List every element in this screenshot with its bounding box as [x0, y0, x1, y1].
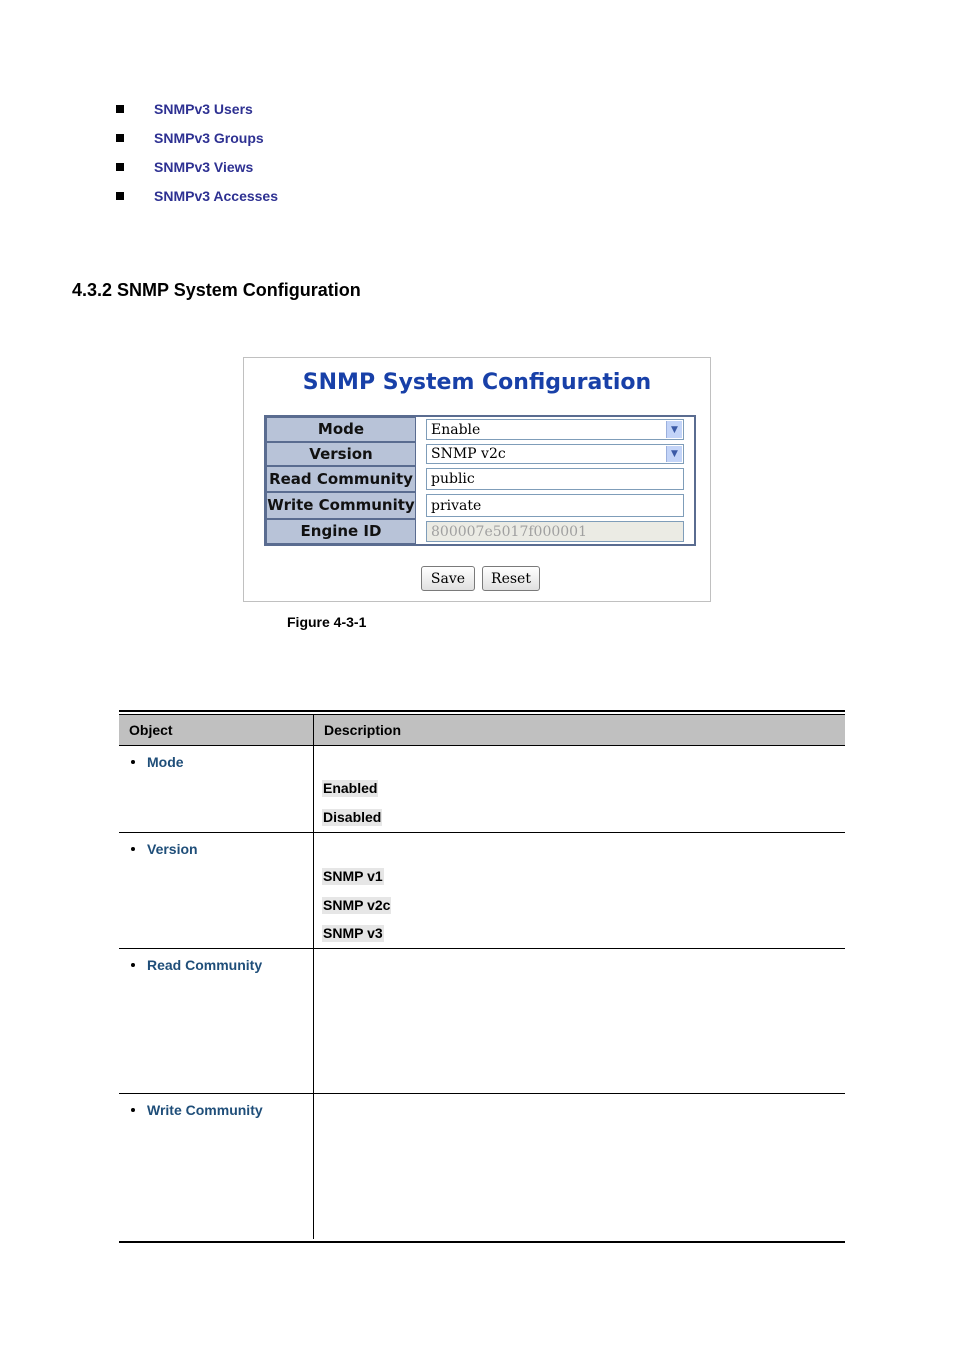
engine-id-input: 800007e5017f000001	[426, 521, 684, 542]
version-value: SNMP v2c	[431, 446, 506, 462]
object-cell	[129, 754, 184, 770]
object-cell	[129, 957, 262, 973]
option-snmp-v3: SNMP v3	[323, 925, 383, 941]
chevron-down-icon[interactable]: ▼	[666, 421, 682, 438]
bullet-icon	[131, 760, 135, 764]
object-version: Version	[147, 841, 198, 857]
link-snmpv3-users[interactable]: SNMPv3 Users	[154, 100, 253, 117]
square-bullet-icon	[116, 163, 124, 171]
option-snmp-v1: SNMP v1	[323, 868, 383, 884]
table-row	[119, 949, 845, 1094]
table-row	[119, 833, 845, 949]
link-snmpv3-groups[interactable]: SNMPv3 Groups	[154, 129, 264, 146]
bullet-icon	[131, 847, 135, 851]
list-item	[116, 181, 278, 210]
bullet-icon	[131, 1108, 135, 1112]
table-top-rule	[119, 710, 845, 712]
table-header	[119, 714, 845, 746]
mode-value: Enable	[431, 422, 481, 438]
table-row	[119, 1094, 845, 1239]
list-item	[116, 123, 278, 152]
column-divider	[313, 833, 314, 948]
object-read-community: Read Community	[147, 957, 263, 973]
option-snmp-v2c: SNMP v2c	[323, 897, 391, 913]
square-bullet-icon	[116, 192, 124, 200]
header-object: Object	[119, 715, 314, 745]
config-row-write-community	[266, 492, 694, 519]
option-disabled: Disabled	[323, 809, 382, 825]
read-community-input[interactable]: public	[426, 468, 684, 490]
config-row-read-community	[266, 466, 694, 492]
object-description-table	[119, 710, 845, 1243]
config-row-mode	[266, 417, 694, 442]
square-bullet-icon	[116, 105, 124, 113]
object-cell	[129, 841, 198, 857]
snmp-config-figure	[243, 357, 711, 602]
section-title: 4.3.2 SNMP System Configuration	[72, 280, 361, 300]
chevron-down-icon[interactable]: ▼	[666, 446, 682, 462]
figure-caption: Figure 4-3-1	[287, 614, 367, 630]
config-row-engine-id	[266, 519, 694, 544]
object-cell	[129, 1102, 263, 1118]
column-divider	[313, 1094, 314, 1239]
bullet-icon	[131, 963, 135, 967]
mode-label: Mode	[266, 417, 416, 442]
table-row	[119, 746, 845, 833]
figure-title: SNMP System Configuration	[302, 370, 652, 395]
square-bullet-icon	[116, 134, 124, 142]
version-label: Version	[266, 442, 416, 466]
write-community-label: Write Community	[266, 492, 416, 519]
list-item	[116, 94, 278, 123]
column-divider	[313, 949, 314, 1093]
table-bottom-rule	[119, 1241, 845, 1243]
read-community-label: Read Community	[266, 466, 416, 492]
reset-button[interactable]: Reset	[482, 566, 540, 591]
save-button[interactable]: Save	[421, 566, 475, 591]
write-community-input[interactable]: private	[426, 494, 684, 517]
link-snmpv3-views[interactable]: SNMPv3 Views	[154, 158, 254, 175]
link-snmpv3-accesses[interactable]: SNMPv3 Accesses	[154, 187, 279, 204]
list-item	[116, 152, 278, 181]
config-table	[264, 415, 696, 546]
snmpv3-link-list	[116, 94, 278, 210]
object-mode: Mode	[147, 754, 184, 770]
object-write-community: Write Community	[147, 1102, 263, 1118]
config-row-version	[266, 442, 694, 466]
option-enabled: Enabled	[323, 780, 378, 796]
engine-id-label: Engine ID	[266, 519, 416, 544]
mode-select[interactable]	[426, 419, 684, 440]
header-description: Description	[324, 722, 402, 738]
version-select[interactable]	[426, 444, 684, 464]
column-divider	[313, 746, 314, 832]
